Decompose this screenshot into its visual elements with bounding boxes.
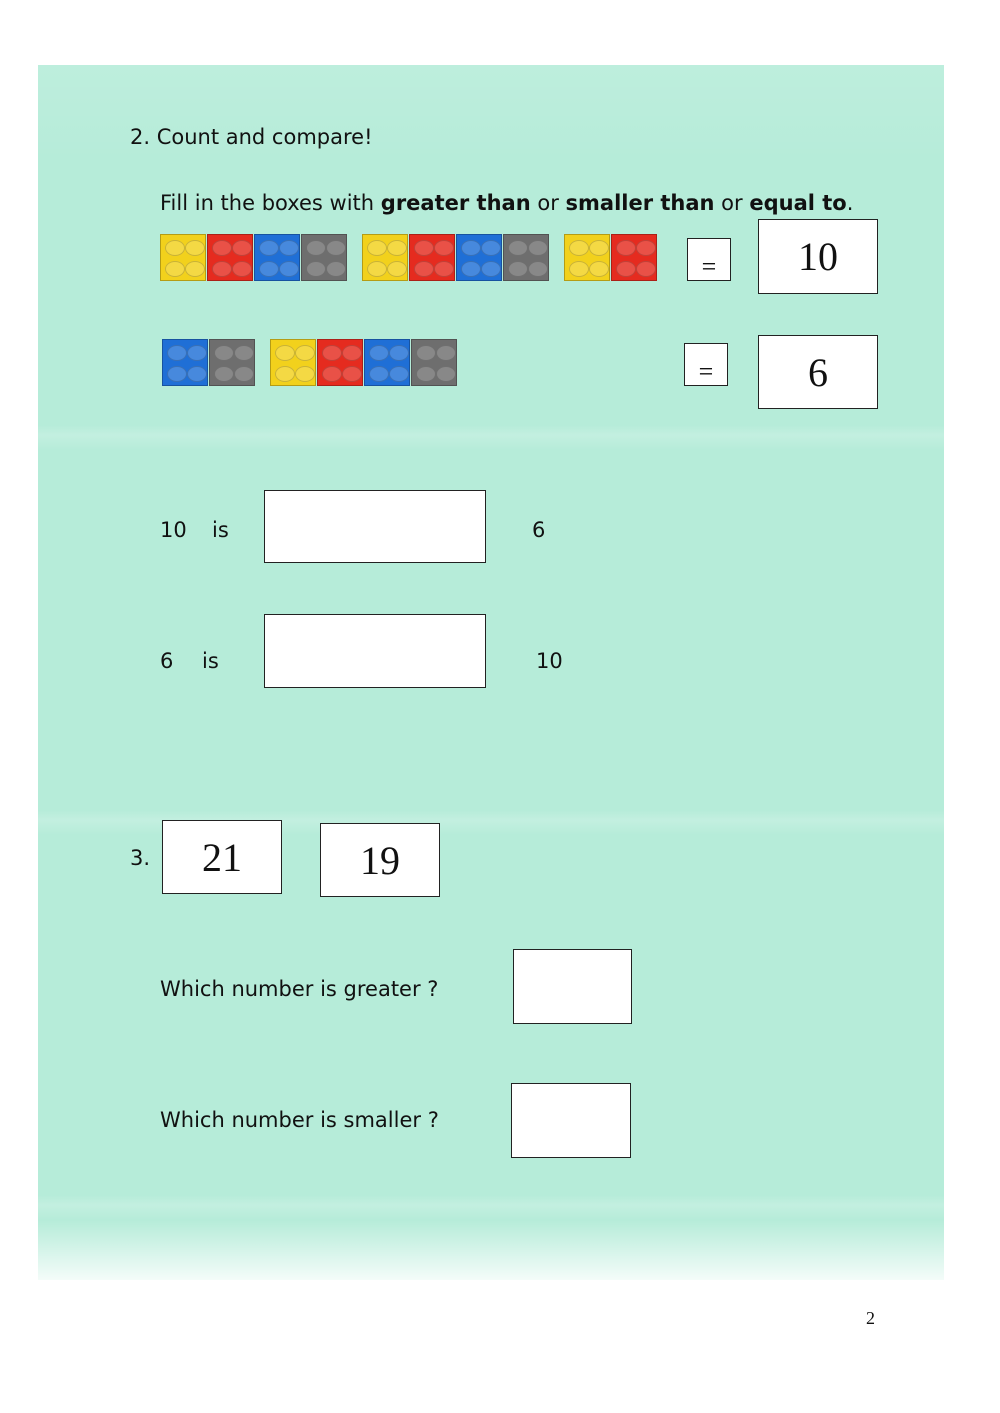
brick-stud [342,366,362,382]
brick-stud [212,261,232,277]
brick-stud [306,240,326,256]
number-box-b: 19 [320,823,440,897]
brick-stud [322,345,342,361]
lego-brick-blue [364,339,410,386]
brick-stud [481,261,501,277]
brick-row-2 [162,337,462,389]
brick-stud [436,366,456,382]
count-box-row-2: 6 [758,335,878,409]
brick-stud [342,345,362,361]
term-smaller-than: smaller than [565,191,715,215]
instructions [160,191,853,215]
brick-stud [636,261,656,277]
brick-row-1 [160,232,660,282]
brick-stud [234,366,254,382]
lego-brick-yellow [160,234,206,281]
brick-stud [259,240,279,256]
brick-stud [389,366,409,382]
brick-stud [528,240,548,256]
instructions-or-2: or [721,191,743,215]
brick-stud [165,240,185,256]
brick-stud [414,261,434,277]
brick-stud [232,261,252,277]
brick-stud [279,240,299,256]
brick-stud [387,240,407,256]
brick-stud [569,261,589,277]
brick-stud [232,240,252,256]
term-equal-to: equal to [749,191,847,215]
lego-brick-blue [162,339,208,386]
brick-stud [326,261,346,277]
smaller-question: Which number is smaller ? [160,1108,439,1132]
instructions-lead: Fill in the boxes with [160,191,375,215]
lego-brick-gray [301,234,347,281]
brick-stud [481,240,501,256]
brick-stud [508,240,528,256]
lego-brick-blue [456,234,502,281]
page-number: 2 [866,1308,875,1328]
brick-stud [367,240,387,256]
brick-stud [279,261,299,277]
brick-stud [416,366,436,382]
brick-stud [295,366,315,382]
greater-answer-box[interactable] [513,949,632,1024]
brick-stud [187,366,207,382]
brick-stud [275,345,295,361]
question-2-heading: 2. Count and compare! [130,125,373,149]
brick-stud [616,261,636,277]
sign-box-row-2[interactable]: = [684,343,728,386]
compare-2-left: 6 [160,649,174,673]
brick-stud [322,366,342,382]
brick-stud [414,240,434,256]
brick-stud [369,366,389,382]
greater-question: Which number is greater ? [160,977,439,1001]
brick-stud [185,240,205,256]
brick-stud [369,345,389,361]
compare-1-right: 6 [532,518,546,542]
sign-box-row-1[interactable]: = [687,238,731,281]
compare-2-verb: is [202,649,219,673]
lego-brick-red [207,234,253,281]
brick-stud [275,366,295,382]
compare-2-answer-box[interactable] [264,614,486,688]
compare-1-left: 10 [160,518,187,542]
number-box-a: 21 [162,820,282,894]
brick-stud [185,261,205,277]
brick-stud [214,366,234,382]
brick-stud [434,261,454,277]
lego-brick-yellow [270,339,316,386]
compare-2-right: 10 [536,649,563,673]
brick-stud [636,240,656,256]
brick-stud [461,261,481,277]
brick-stud [167,345,187,361]
lego-brick-red [317,339,363,386]
brick-stud [569,240,589,256]
brick-stud [616,240,636,256]
compare-1-verb: is [212,518,229,542]
lego-brick-yellow [362,234,408,281]
brick-stud [295,345,315,361]
brick-stud [389,345,409,361]
brick-stud [212,240,232,256]
brick-stud [416,345,436,361]
lego-brick-gray [503,234,549,281]
lego-brick-blue [254,234,300,281]
count-box-row-1: 10 [758,219,878,294]
term-greater-than: greater than [380,191,531,215]
brick-stud [528,261,548,277]
brick-stud [167,366,187,382]
brick-stud [259,261,279,277]
question-3-label: 3. [130,846,151,870]
brick-stud [461,240,481,256]
brick-stud [387,261,407,277]
brick-stud [214,345,234,361]
brick-stud [434,240,454,256]
lego-brick-yellow [564,234,610,281]
instructions-or-1: or [537,191,559,215]
brick-stud [508,261,528,277]
brick-stud [187,345,207,361]
brick-stud [234,345,254,361]
brick-stud [326,240,346,256]
brick-stud [589,261,609,277]
compare-1-answer-box[interactable] [264,490,486,563]
brick-stud [436,345,456,361]
smaller-answer-box[interactable] [511,1083,631,1158]
brick-stud [165,261,185,277]
brick-stud [589,240,609,256]
lego-brick-red [611,234,657,281]
brick-stud [306,261,326,277]
lego-brick-red [409,234,455,281]
brick-stud [367,261,387,277]
lego-brick-gray [209,339,255,386]
lego-brick-gray [411,339,457,386]
instructions-end: . [846,191,854,215]
